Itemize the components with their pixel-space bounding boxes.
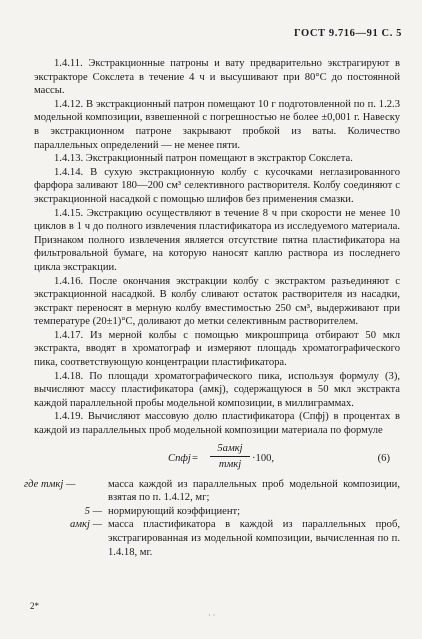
document-body — [24, 57, 400, 559]
definition-row — [34, 518, 400, 559]
formula-number: (6) — [377, 452, 390, 464]
paragraph-1-4-17: 1.4.17. Из мерной колбы с помощью микрошприца отбирают 50 мкл экстракта, вводят в хроматограф и измеряют площадь хроматографического пика, соответствующую концентрации пластификатора. — [34, 329, 400, 369]
formula-6 — [34, 442, 400, 474]
formula-equals: = — [192, 452, 198, 464]
paragraph-1-4-11: 1.4.11. Экстракционные патроны и вату предварительно экстрагируют в экстракторе Сокслета в течение 4 ч и высушивают при 80°С до постоянной массы. — [34, 58, 400, 97]
definition-text: масса пластификатора в каждой из параллельных проб, экстрагированная из модельной композиции, вычисленная по п. 1.4.18, мг. — [108, 519, 400, 558]
definition-row — [24, 478, 400, 505]
definition-text: нормирующий коэффициент; — [108, 505, 241, 517]
formula-denominator: mмкj — [218, 459, 242, 471]
formula-definitions — [24, 478, 400, 560]
definition-symbol: 5 — — [84, 505, 102, 517]
paragraph-1-4-13: 1.4.13. Экстракционный патрон помещают в экстрактор Сокслета. — [54, 153, 353, 165]
definition-symbol: где mмкj — — [24, 478, 76, 490]
running-header: ГОСТ 9.716—91 С. 5 — [293, 28, 402, 39]
page-signature-mark: 2* — [30, 601, 39, 611]
definition-symbol: aмкj — — [69, 519, 102, 531]
definition-row — [34, 505, 400, 519]
paragraph-1-4-12: 1.4.12. В экстракционный патрон помещают 10 г подготовленной по п. 1.2.3 модельной композиции, взвешенной с погрешностью не более ±0,001 г. Навеску в экстракционном патроне закрывают пробкой из ваты. Количество параллельных определений — не менее пяти. — [34, 98, 400, 151]
formula-lhs: Cпфj — [168, 452, 191, 464]
paragraph-1-4-16: 1.4.16. После окончания экстракции колбу с экстрактом разъединяют с экстракционной насадкой. В колбу сливают остаток растворителя из насадки, экстракт переносят в мерную колбу вместимостью 250 см³, выдерживают при температуре (20±1)°С, доливают до метки селективным растворителем. — [34, 275, 400, 328]
formula-numerator: 5aмкj — [210, 442, 250, 458]
paragraph-1-4-19: 1.4.19. Вычисляют массовую долю пластификатора (Cпфj) в процентах в каждой из параллельных проб модельной композиции материала по формуле — [34, 411, 400, 437]
formula-multiplier: ·100, — [252, 452, 275, 464]
paragraph-1-4-15: 1.4.15. Экстракцию осуществляют в течение 8 ч при скорости не менее 10 циклов в 1 ч до полного извлечения пластификатора из исследуемого материала. Признаком полного извлечения является отсутствие пятна пластификатора на фильтровальной бумаге, на которую наносят каплю раствора из последнего цикла экстракции. — [34, 207, 400, 273]
scan-mark: · · — [208, 611, 216, 620]
formula-fraction — [210, 442, 250, 472]
paragraph-1-4-18: 1.4.18. По площади хроматографического пика, используя формулу (3), вычисляют массу пластификатора (aмкj), содержащуюся в 50 мкл экстракта каждой параллельной пробы модельной композиции, в миллиграммах. — [34, 370, 400, 409]
paragraph-1-4-14: 1.4.14. В сухую экстракционную колбу с кусочками неглазированного фарфора заливают 180—200 см³ селективного растворителя. Колбу соединяют с экстракционной насадкой с помощью шлифов без применения смазки. — [34, 166, 400, 205]
definition-text: масса каждой из параллельных проб модельной композиции, взятая по п. 1.4.12, мг; — [108, 478, 400, 504]
